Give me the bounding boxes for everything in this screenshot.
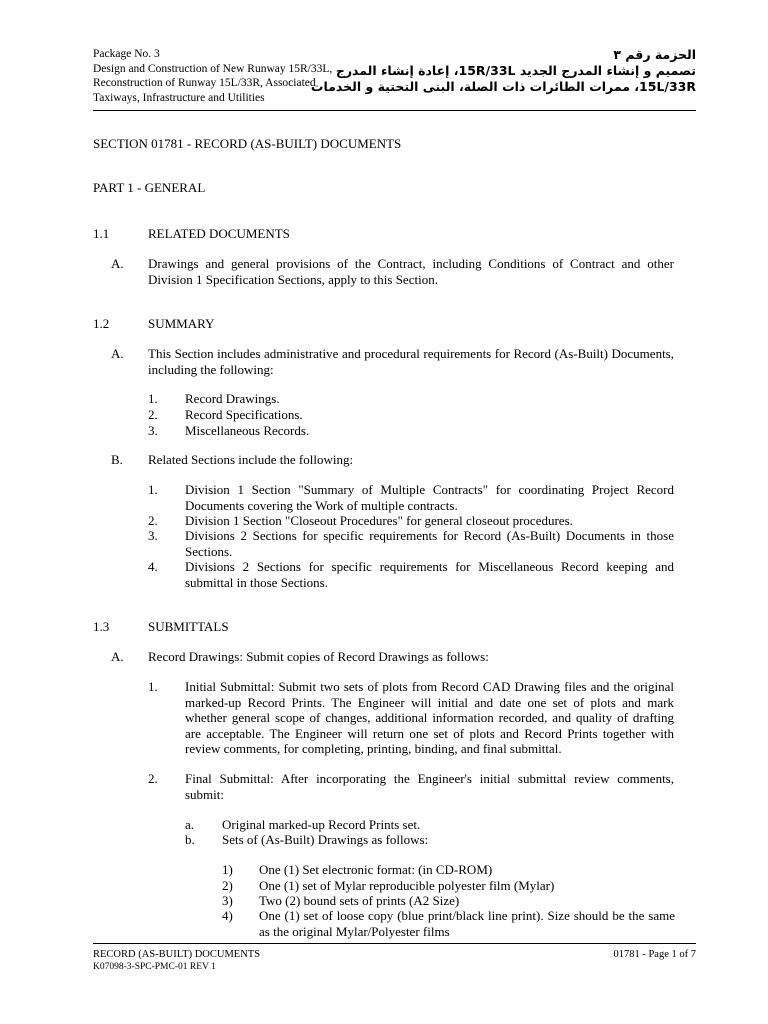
final-submittal-text: Final Submittal: After incorporating the Engineer's initial submittal review comments, submit: <box>185 771 674 802</box>
header-right-arabic <box>311 47 696 95</box>
footer-divider <box>93 943 696 944</box>
list-item-number: 1. <box>148 391 158 406</box>
list-item-number: 2. <box>148 407 158 422</box>
sub-item-letter: a. <box>185 817 195 832</box>
list-item: Division 1 Section "Summary of Multiple Contracts" for coordinating Project Record Documents covering the Work of multiple contracts. <box>185 482 674 513</box>
section-1-2-number: 1.2 <box>93 316 110 331</box>
list-item-number: 2. <box>148 771 158 786</box>
list-item-number: 3. <box>148 423 158 438</box>
section-1-3-title: SUBMITTALS <box>148 619 229 634</box>
section-1-3-a-text: Record Drawings: Submit copies of Record Drawings as follows: <box>148 649 489 664</box>
section-1-2-title: SUMMARY <box>148 316 215 331</box>
list-item-number: 2. <box>148 513 158 528</box>
header-package: Package No. 3 <box>93 48 160 60</box>
footer-document-title: RECORD (AS-BUILT) DOCUMENTS <box>93 949 261 960</box>
footer-page-number: 01781 - Page 1 of 7 <box>613 949 696 960</box>
header-left <box>93 47 332 105</box>
header-project-line-3: Taxiways, Infrastructure and Utilities <box>93 91 265 104</box>
section-1-2-b-label: B. <box>111 452 123 467</box>
sub-sub-item: One (1) set of Mylar reproducible polyester film (Mylar) <box>259 878 555 893</box>
section-1-1-title: RELATED DOCUMENTS <box>148 226 290 241</box>
section-title: SECTION 01781 - RECORD (AS-BUILT) DOCUMENTS <box>93 136 402 151</box>
list-item-number: 4. <box>148 559 158 574</box>
header-project-line-2: Reconstruction of Runway 15L/33R, Associated <box>93 77 316 89</box>
header-arabic-line-1: تصميم و إنشاء المدرج الجديد 15R/33L، إعادة إنشاء المدرج <box>335 63 696 78</box>
list-item: Miscellaneous Records. <box>185 423 310 438</box>
part-title: PART 1 - GENERAL <box>93 180 206 195</box>
sub-sub-item: One (1) Set electronic format: (in CD-ROM) <box>259 862 493 877</box>
header-divider <box>93 110 696 111</box>
sub-sub-item: Two (2) bound sets of prints (A2 Size) <box>259 893 460 908</box>
list-item-number: 3. <box>148 528 158 543</box>
sub-item: Original marked-up Record Prints set. <box>222 817 421 832</box>
list-item: Division 1 Section "Closeout Procedures" for general closeout procedures. <box>185 513 573 528</box>
section-1-2-b-text: Related Sections include the following: <box>148 452 354 467</box>
header-arabic-line-2: 15L/33R، ممرات الطائرات ذات الصلة، البنى التحتية و الخدمات <box>310 79 696 94</box>
section-1-1-number: 1.1 <box>93 226 110 241</box>
section-1-1-a-label: A. <box>111 256 124 271</box>
list-item: Divisions 2 Sections for specific requirements for Record (As-Built) Documents in those Sections. <box>185 528 674 559</box>
section-1-2-a-label: A. <box>111 346 124 361</box>
footer-left <box>93 949 260 973</box>
section-1-3-a-label: A. <box>111 649 124 664</box>
list-item: Record Specifications. <box>185 407 303 422</box>
header-project-line-1: Design and Construction of New Runway 15R/33L, <box>93 62 333 75</box>
list-item: Record Drawings. <box>185 391 280 406</box>
footer-document-code: K07098-3-SPC-PMC-01 REV 1 <box>93 962 216 972</box>
list-item-number: 1. <box>148 679 158 694</box>
sub-sub-item-number: 3) <box>222 893 233 908</box>
sub-sub-item-number: 4) <box>222 908 233 923</box>
section-1-2-a-text: This Section includes administrative and procedural requirements for Record (As-Built) Documents, including the following: <box>148 346 674 377</box>
initial-submittal-text: Initial Submittal: Submit two sets of plots from Record CAD Drawing files and the original marked-up Record Prints. The Engineer will initial and date one set of plots and mark whether general scope of changes, additional information recorded, and quality of drafting are acceptable. The Engineer will return one set of plots and Record Prints together with review comments, for completing, printing, binding, and final submittal. <box>185 679 674 756</box>
header-arabic-package: الحزمة رقم ٣ <box>613 47 696 62</box>
section-1-3-number: 1.3 <box>93 619 110 634</box>
sub-sub-item-number: 1) <box>222 862 233 877</box>
sub-item: Sets of (As-Built) Drawings as follows: <box>222 832 429 847</box>
sub-sub-item: One (1) set of loose copy (blue print/black line print). Size should be the same as the original Mylar/Polyester films <box>259 908 675 939</box>
list-item-number: 1. <box>148 482 158 497</box>
sub-item-letter: b. <box>185 832 195 847</box>
sub-sub-item-number: 2) <box>222 878 233 893</box>
section-1-1-a-text: Drawings and general provisions of the Contract, including Conditions of Contract and other Division 1 Specification Sections, apply to this Section. <box>148 256 674 287</box>
list-item: Divisions 2 Sections for specific requirements for Miscellaneous Record keeping and submittal in those Sections. <box>185 559 674 590</box>
